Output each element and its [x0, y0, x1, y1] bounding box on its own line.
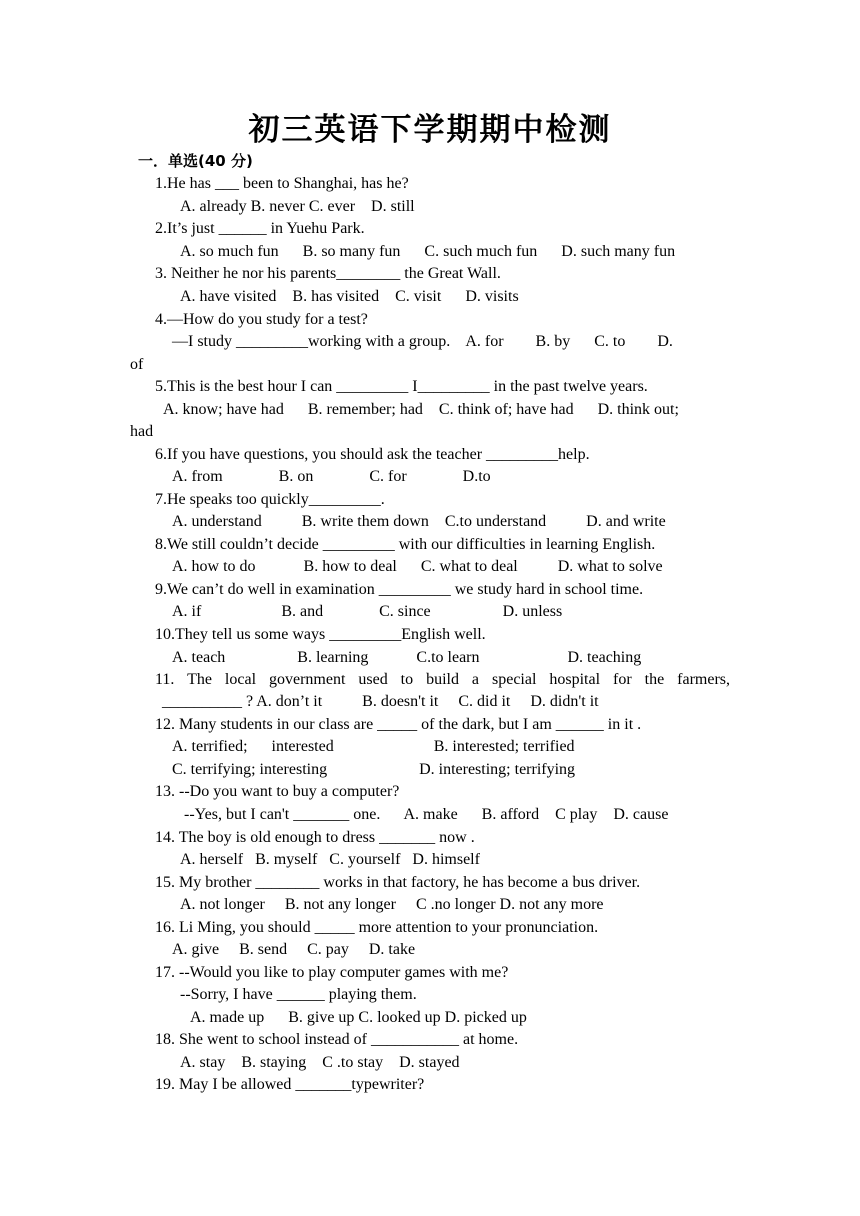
options-12-row2: C. terrifying; interesting D. interesting; terrifying — [172, 761, 576, 778]
question-14: 14. The boy is old enough to dress _______ now . — [155, 829, 475, 846]
question-4-wrap: of — [130, 356, 144, 373]
options-18: A. stay B. staying C .to stay D. stayed — [180, 1054, 460, 1071]
options-9: A. if B. and C. since D. unless — [172, 603, 563, 620]
question-13-answer: --Yes, but I can't _______ one. A. make B. afford C play D. cause — [184, 806, 669, 823]
options-8: A. how to do B. how to deal C. what to deal D. what to solve — [172, 558, 663, 575]
question-2: 2.It’s just ______ in Yuehu Park. — [155, 220, 365, 237]
options-6: A. from B. on C. for D.to — [172, 468, 491, 485]
question-17: 17. --Would you like to play computer games with me? — [155, 964, 509, 981]
question-1: 1.He has ___ been to Shanghai, has he? — [155, 175, 409, 192]
question-3: 3. Neither he nor his parents________ the Great Wall. — [155, 265, 501, 282]
options-16: A. give B. send C. pay D. take — [172, 941, 416, 958]
question-11-options: __________ ? A. don’t it B. doesn't it C. did it D. didn't it — [162, 693, 599, 710]
options-3: A. have visited B. has visited C. visit D. visits — [180, 288, 519, 305]
page-title: 初三英语下学期期中检测 — [248, 112, 612, 148]
question-7: 7.He speaks too quickly_________. — [155, 491, 385, 508]
options-5: A. know; have had B. remember; had C. think of; have had D. think out; — [163, 401, 679, 418]
question-11: 11. The local government used to build a special hospital for the farmers, — [155, 671, 730, 688]
question-17-answer: --Sorry, I have ______ playing them. — [180, 986, 417, 1003]
options-7: A. understand B. write them down C.to understand D. and write — [172, 513, 666, 530]
question-15: 15. My brother ________ works in that factory, he has become a bus driver. — [155, 874, 641, 891]
question-13: 13. --Do you want to buy a computer? — [155, 783, 400, 800]
options-10: A. teach B. learning C.to learn D. teaching — [172, 649, 642, 666]
question-4-answer: —I study _________working with a group. A. for B. by C. to D. — [172, 333, 673, 350]
options-17: A. made up B. give up C. looked up D. picked up — [190, 1009, 527, 1026]
question-9: 9.We can’t do well in examination _________ we study hard in school time. — [155, 581, 644, 598]
question-18: 18. She went to school instead of ___________ at home. — [155, 1031, 519, 1048]
question-6: 6.If you have questions, you should ask the teacher _________help. — [155, 446, 590, 463]
question-4: 4.—How do you study for a test? — [155, 311, 368, 328]
question-16: 16. Li Ming, you should _____ more attention to your pronunciation. — [155, 919, 599, 936]
options-5-wrap: had — [130, 423, 154, 440]
options-2: A. so much fun B. so many fun C. such much fun D. such many fun — [180, 243, 676, 260]
section-heading: 一．单选(40 分) — [138, 152, 253, 170]
options-14: A. herself B. myself C. yourself D. himself — [180, 851, 480, 868]
question-12: 12. Many students in our class are _____ of the dark, but I am ______ in it . — [155, 716, 642, 733]
question-8: 8.We still couldn’t decide _________ with our difficulties in learning English. — [155, 536, 656, 553]
options-15: A. not longer B. not any longer C .no longer D. not any more — [180, 896, 604, 913]
question-19: 19. May I be allowed _______typewriter? — [155, 1076, 425, 1093]
options-1: A. already B. never C. ever D. still — [180, 198, 415, 215]
question-5: 5.This is the best hour I can _________ I_________ in the past twelve years. — [155, 378, 648, 395]
question-10: 10.They tell us some ways _________English well. — [155, 626, 486, 643]
options-12-row1: A. terrified; interested B. interested; terrified — [172, 738, 575, 755]
